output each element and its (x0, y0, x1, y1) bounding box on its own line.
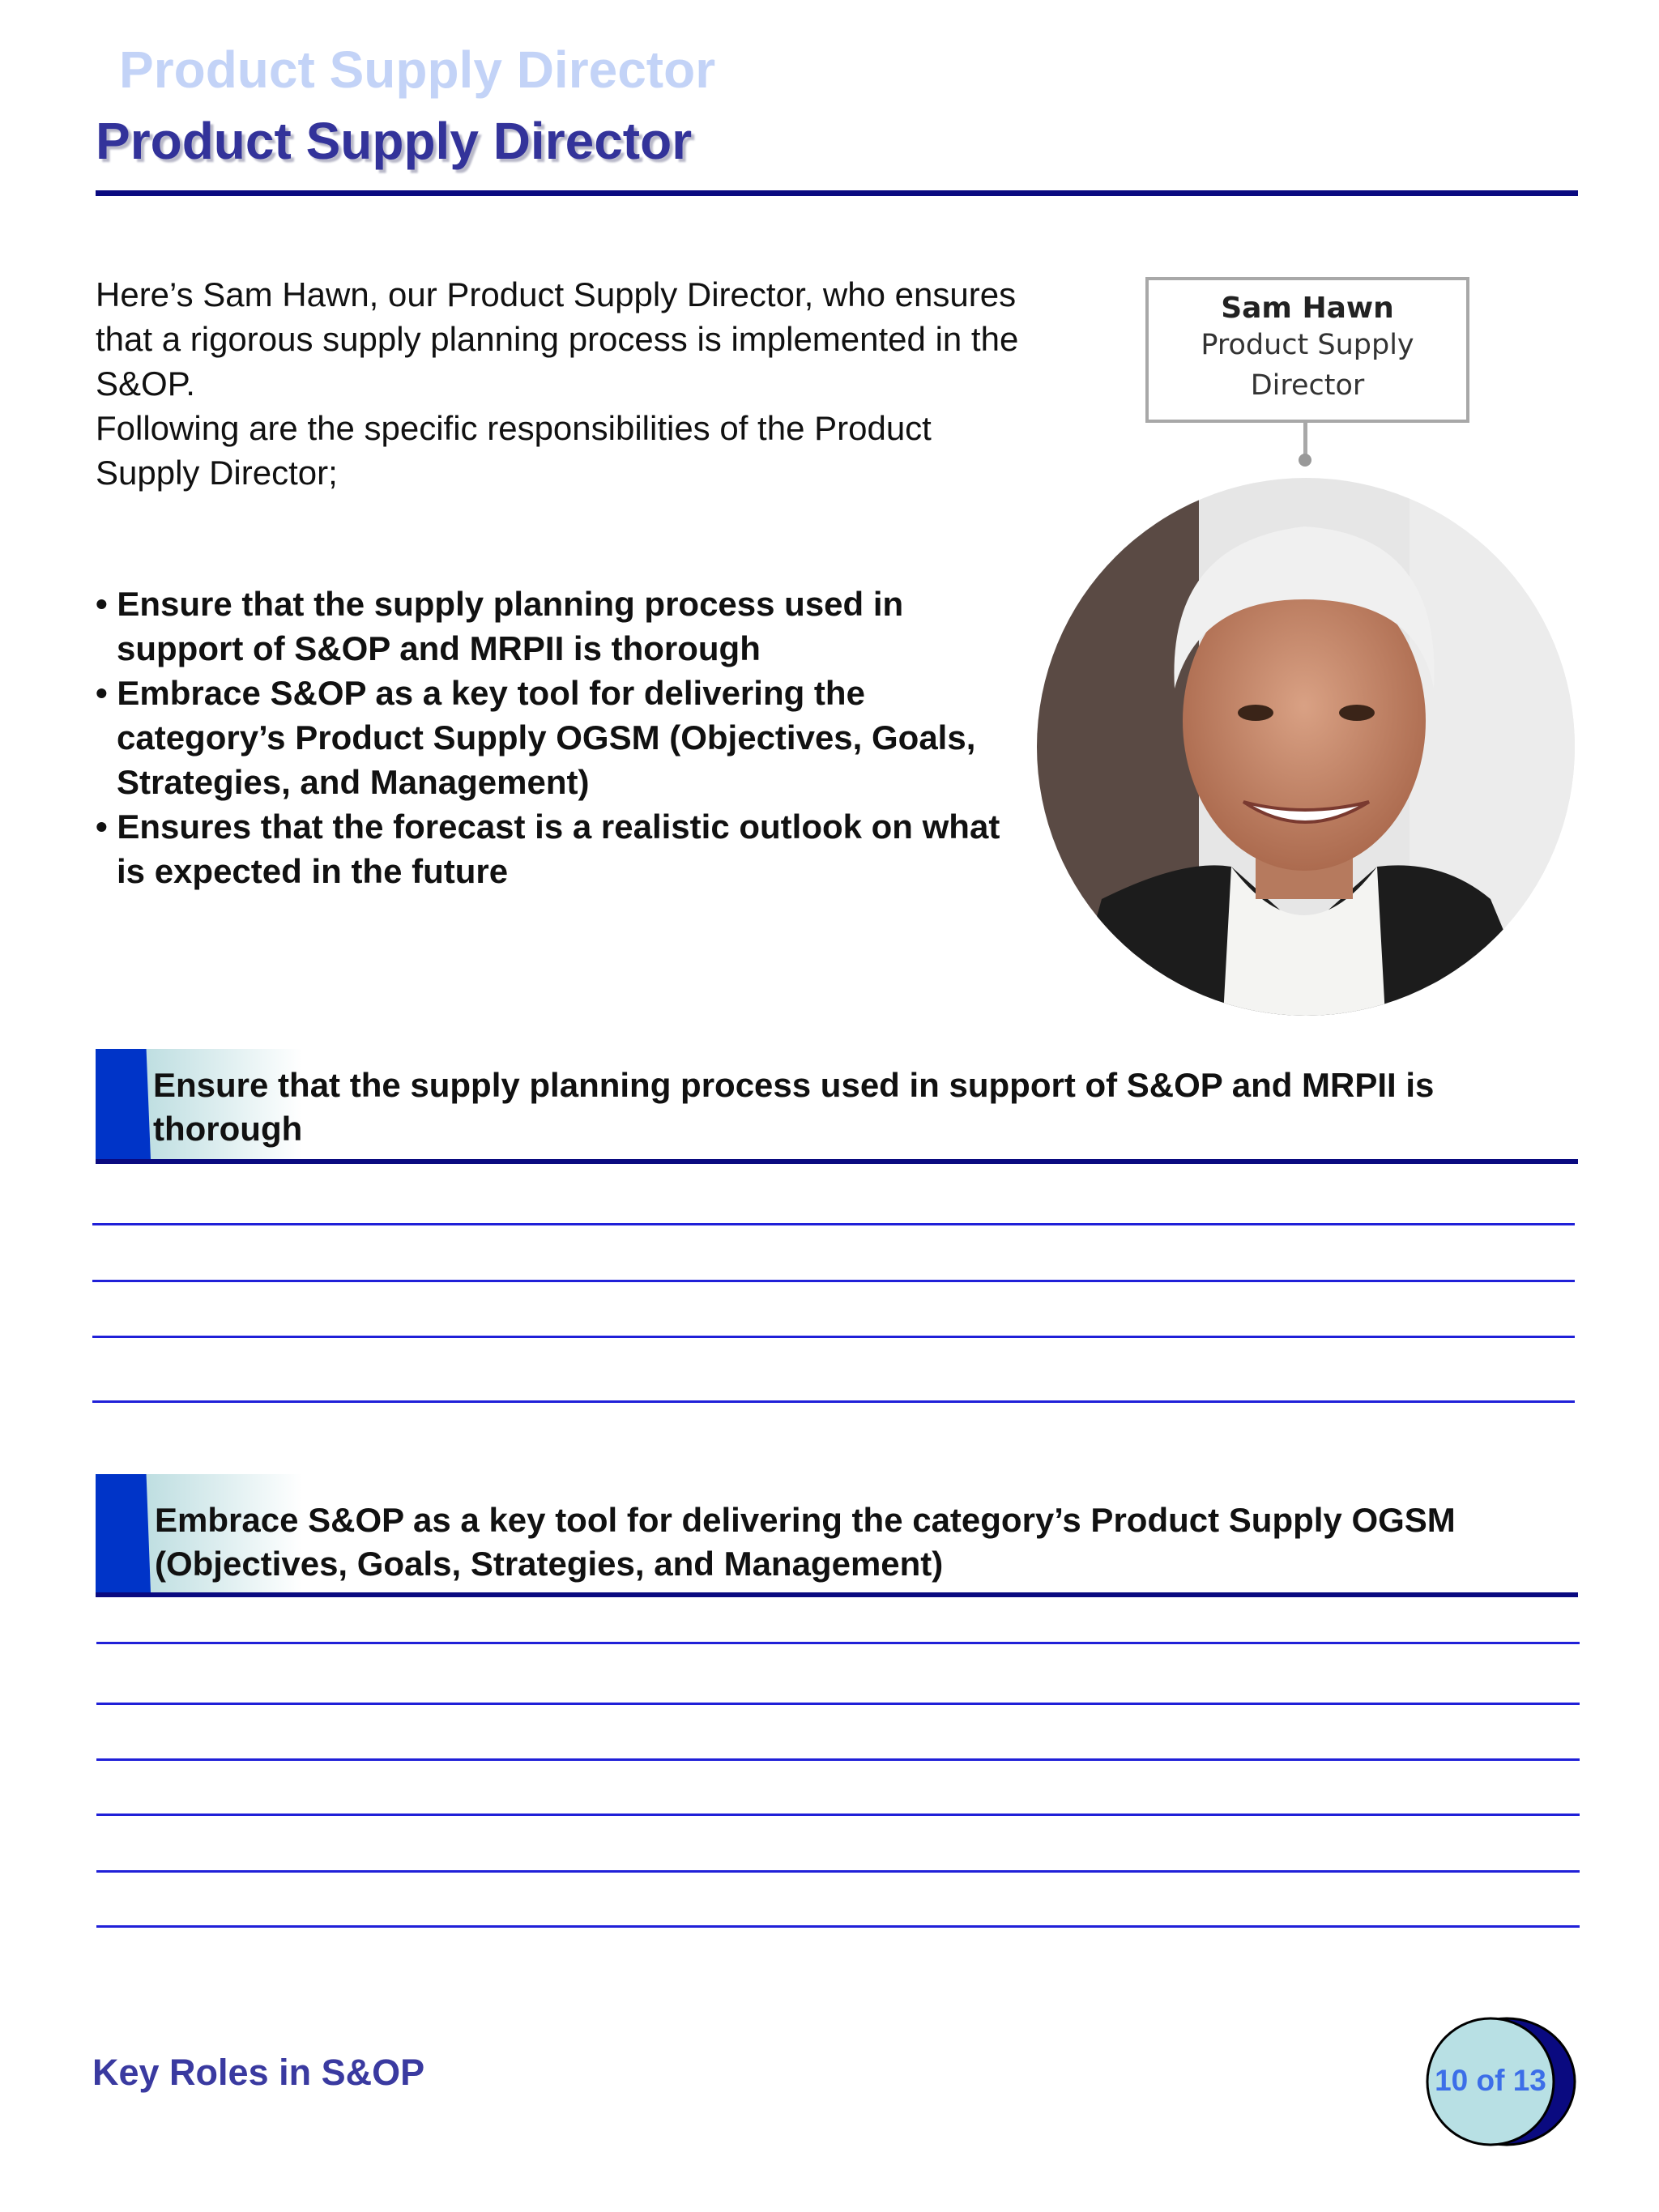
section-heading: Embrace S&OP as a key tool for delivering the category’s Product Supply OGSM (Objectives, Goals, Strategies, and Management) (155, 1501, 1456, 1583)
intro-paragraph-2: Following are the specific responsibilities of the Product Supply Director; (96, 409, 932, 492)
nameplate-role-1: Product Supply (1201, 329, 1414, 361)
connector-dot (1299, 454, 1311, 467)
writing-line (92, 1400, 1575, 1403)
portrait-photo (1037, 478, 1575, 1016)
list-item: • Ensures that the forecast is a realistic outlook on what is expected in the future (96, 808, 1000, 890)
section-underline (96, 1159, 1578, 1164)
nameplate (1145, 277, 1469, 423)
section-header-2 (96, 1474, 1578, 1597)
intro-paragraph: Here’s Sam Hawn, our Product Supply Director, who ensures that a rigorous supply planning process is implemented in the S&OP. (96, 275, 1019, 403)
intro-text (96, 272, 1027, 495)
writing-line (92, 1336, 1575, 1338)
nameplate-name: Sam Hawn (1221, 292, 1394, 325)
accent-block (96, 1049, 151, 1159)
section-underline (96, 1592, 1578, 1597)
responsibilities-list (96, 582, 1027, 893)
title-shadow: Product Supply Director (119, 40, 716, 99)
list-item: • Ensure that the supply planning process used in support of S&OP and MRPII is thorough (96, 585, 904, 667)
writing-line (96, 1870, 1580, 1873)
list-item: • Embrace S&OP as a key tool for delivering the category’s Product Supply OGSM (Objectives, Goals, Strategies, and Management) (96, 674, 976, 801)
writing-line (92, 1280, 1575, 1282)
accent-block (96, 1474, 151, 1592)
nameplate-role-2: Director (1250, 369, 1365, 402)
writing-line (96, 1642, 1580, 1644)
section-heading: Ensure that the supply planning process used in support of S&OP and MRPII is thorough (153, 1066, 1435, 1148)
writing-line (96, 1813, 1580, 1816)
footer-label: Key Roles in S&OP (92, 2052, 425, 2093)
page-number: 10 of 13 (1435, 2064, 1546, 2097)
page-title: Product Supply Director (96, 112, 693, 170)
writing-line (96, 1758, 1580, 1761)
writing-line (96, 1703, 1580, 1705)
title-divider (96, 190, 1578, 196)
page-indicator (1426, 2017, 1580, 2148)
writing-line (92, 1223, 1575, 1225)
writing-line (96, 1925, 1580, 1928)
section-header-1 (96, 1049, 1578, 1164)
